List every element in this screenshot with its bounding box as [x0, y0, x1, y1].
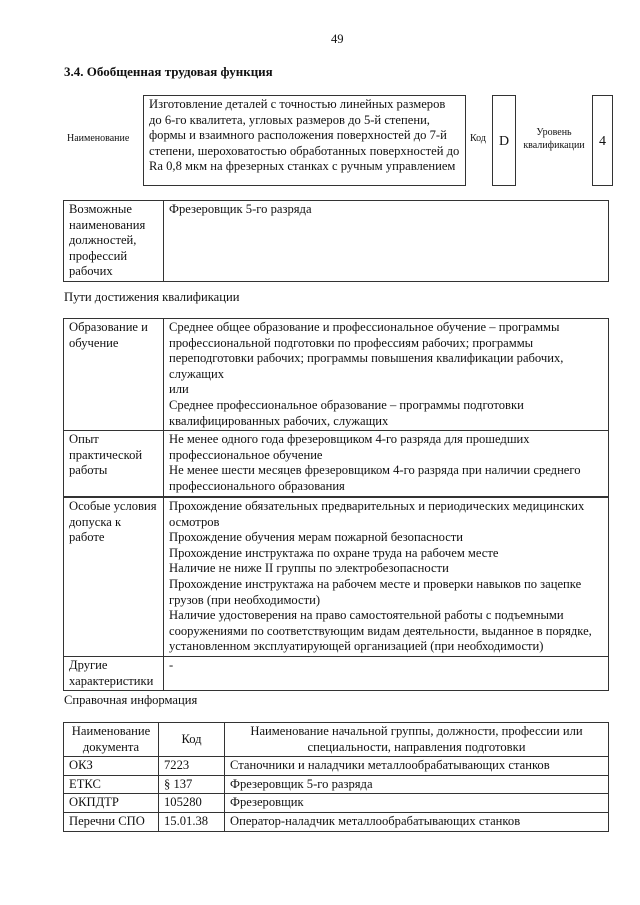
- row-content: [164, 319, 609, 431]
- cell: Оператор-наладчик металлообрабатывающих станков: [225, 812, 609, 831]
- line: Не менее одного года фрезеровщиком 4-го разряда для прошедших профессиональное обучение: [169, 432, 530, 462]
- row-label: Другие характеристики: [64, 656, 164, 690]
- header-cell: Наименование документа: [64, 723, 159, 757]
- code-value: D: [492, 95, 516, 186]
- line: Прохождение обучения мерам пожарной безопасности: [169, 530, 464, 545]
- cell: Перечни СПО: [64, 812, 159, 831]
- table-row: [64, 498, 609, 657]
- cell: Фрезеровщик: [225, 794, 609, 813]
- table-row: [64, 775, 609, 794]
- row-label: Опыт практической работы: [64, 431, 164, 496]
- cell: ОКПДТР: [64, 794, 159, 813]
- row-content: [164, 431, 609, 496]
- header-row: [64, 723, 609, 757]
- section-heading: 3.4. Обобщенная трудовая функция: [64, 64, 273, 79]
- line: Прохождение обязательных предварительных и периодических медицинских осмотров: [169, 499, 585, 529]
- level-value: 4: [592, 95, 613, 186]
- paths-table: [63, 318, 609, 497]
- line: Прохождение инструктажа по охране труда на рабочем месте: [169, 545, 499, 560]
- row-label: Особые условия допуска к работе: [64, 498, 164, 657]
- function-name: Изготовление деталей с точностью линейных размеров до 6-го квалитета, угловых размеров до 5-й степени, формы и взаимного расположения поверхностей до 7-й степени, шероховатостью обработанных поверхностей до Ra 0,8 мкм на фрезерных станках с ручным управлением: [149, 97, 460, 174]
- reference-table: [63, 722, 609, 832]
- line: Прохождение инструктажа на рабочем месте и проверки навыков по зацепке грузов (при необходимости): [169, 576, 582, 607]
- line: Среднее общее образование и профессиональное обучение – программы профессиональной подготовки по профессиям рабочих; программы переподготовки рабочих; программы повышения квалификации рабочих, служащих: [169, 320, 564, 381]
- line: Не менее шести месяцев фрезеровщиком 4-го разряда при наличии среднего профессионального образования: [169, 463, 581, 493]
- cell: § 137: [159, 775, 225, 794]
- cell: 7223: [159, 757, 225, 776]
- line: Наличие удостоверения на право самостоятельной работы с подъемными сооружениями по соответствующим видам деятельности, выданное в порядке, установленном эксплуатирующей организацией (при необходимости): [169, 608, 592, 654]
- line: или: [169, 382, 189, 397]
- cell: Станочники и наладчики металлообрабатывающих станков: [225, 757, 609, 776]
- table-row: [64, 812, 609, 831]
- conditions-table: [63, 497, 609, 691]
- cell: ЕТКС: [64, 775, 159, 794]
- level-label: Уровень квалификации: [523, 127, 585, 151]
- table-row: [64, 656, 609, 690]
- line: Среднее профессиональное образование – программы подготовки квалифицированных рабочих, служащих: [169, 397, 524, 428]
- function-name-box: [143, 95, 466, 186]
- paths-title: Пути достижения квалификации: [64, 290, 240, 304]
- line: Наличие не ниже II группы по электробезопасности: [169, 561, 449, 576]
- positions-label: Возможные наименования должностей, профессий рабочих: [64, 201, 164, 282]
- table-row: [64, 319, 609, 431]
- positions-value: Фрезеровщик 5-го разряда: [164, 201, 609, 282]
- code-label: Код: [470, 133, 486, 144]
- name-label: Наименование: [67, 133, 130, 144]
- header-cell: Код: [159, 723, 225, 757]
- cell: 15.01.38: [159, 812, 225, 831]
- page-number: 49: [331, 32, 344, 46]
- row-label: Образование и обучение: [64, 319, 164, 431]
- header-cell: Наименование начальной группы, должности, профессии или специальности, направления подготовки: [225, 723, 609, 757]
- cell: Фрезеровщик 5-го разряда: [225, 775, 609, 794]
- table-row: [64, 431, 609, 496]
- reference-title: Справочная информация: [64, 693, 198, 707]
- row-content: [164, 498, 609, 657]
- table-row: [64, 757, 609, 776]
- row-content: -: [164, 656, 609, 690]
- cell: ОКЗ: [64, 757, 159, 776]
- table-row: [64, 794, 609, 813]
- positions-table: [63, 200, 609, 282]
- cell: 105280: [159, 794, 225, 813]
